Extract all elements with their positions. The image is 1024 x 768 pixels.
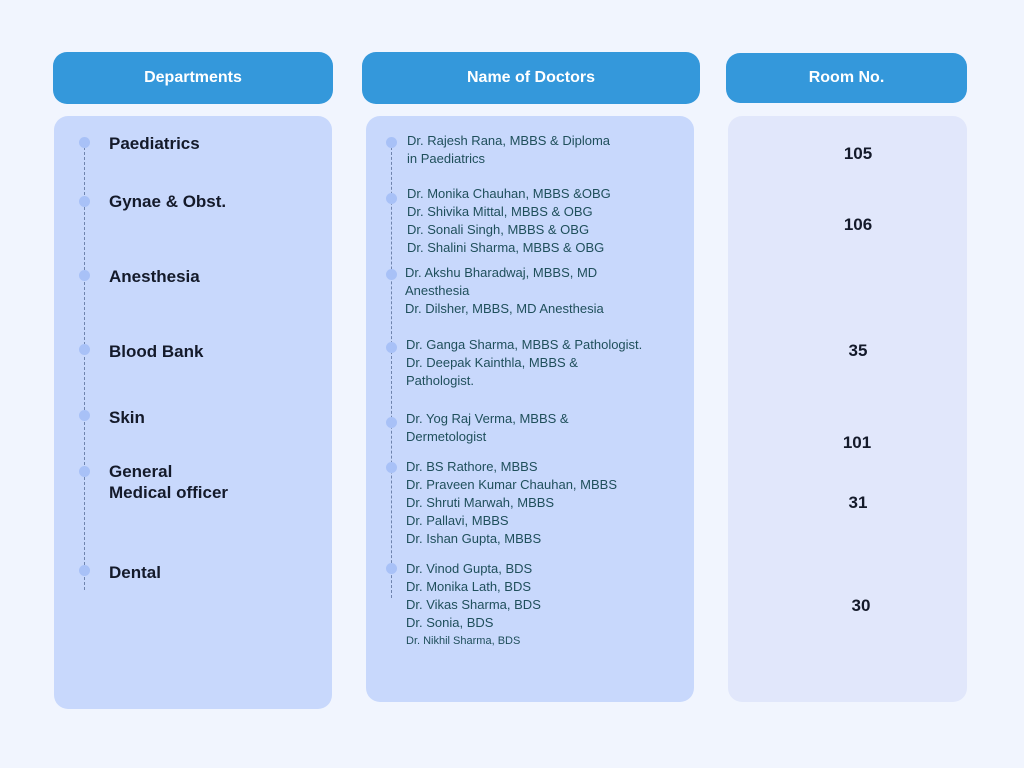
timeline-dot xyxy=(79,410,90,421)
departments-header-label: Departments xyxy=(144,69,242,86)
timeline-dot xyxy=(386,193,397,204)
doctor-line: Dr. Monika Chauhan, MBBS &OBG xyxy=(407,186,611,201)
department-item xyxy=(109,266,200,287)
doctors-timeline xyxy=(391,142,392,598)
doctor-line: Dr. Monika Lath, BDS xyxy=(406,579,531,594)
department-name: Dental xyxy=(109,563,161,582)
doctor-line: Pathologist. xyxy=(406,373,474,388)
department-name: Blood Bank xyxy=(109,342,204,361)
doctor-line: Dr. Pallavi, MBBS xyxy=(406,513,509,528)
doctor-line: Dr. Shruti Marwah, MBBS xyxy=(406,495,555,510)
doctor-line: Dr. Dilsher, MBBS, MD Anesthesia xyxy=(405,301,604,316)
department-item xyxy=(109,191,226,212)
timeline-dot xyxy=(386,137,397,148)
department-item xyxy=(109,562,161,583)
department-name-line2: Medical officer xyxy=(109,483,229,502)
room-number: 101 xyxy=(842,433,872,452)
departments-timeline xyxy=(84,142,85,590)
doctor-line: Dr. Shivika Mittal, MBBS & OBG xyxy=(407,204,593,219)
doctor-group-skin xyxy=(406,410,569,446)
timeline-dot xyxy=(79,344,90,355)
doctor-line: Dr. Deepak Kainthla, MBBS & xyxy=(406,355,578,370)
doctor-line: Dr. BS Rathore, MBBS xyxy=(406,459,538,474)
doctor-group-paediatrics xyxy=(407,132,610,168)
doctor-group-blood-bank xyxy=(406,336,642,390)
doctor-group-gynae xyxy=(407,185,611,257)
timeline-dot xyxy=(386,417,397,428)
doctor-line: Dr. Sonia, BDS xyxy=(406,615,494,630)
doctor-line: Dr. Ishan Gupta, MBBS xyxy=(406,531,542,546)
timeline-dot xyxy=(386,563,397,574)
department-item xyxy=(109,341,203,362)
doctor-line: Dr. Vikas Sharma, BDS xyxy=(406,597,541,612)
department-name: Skin xyxy=(109,408,145,427)
room-header xyxy=(726,53,967,103)
room-number: 105 xyxy=(843,144,873,163)
department-name: Paediatrics xyxy=(109,134,200,153)
timeline-dot xyxy=(79,137,90,148)
doctor-line: Dr. Yog Raj Verma, MBBS & xyxy=(406,411,569,426)
departments-header xyxy=(53,52,333,104)
doctor-group-dental xyxy=(406,560,541,650)
timeline-dot xyxy=(386,342,397,353)
timeline-dot xyxy=(386,269,397,280)
room-header-label: Room No. xyxy=(808,69,885,86)
doctor-line: Dr. Nikhil Sharma, BDS xyxy=(406,635,521,647)
doctor-line: Dr. Sonali Singh, MBBS & OBG xyxy=(407,222,590,237)
doctor-line: Dr. Ganga Sharma, MBBS & Pathologist. xyxy=(406,337,643,352)
room-number: 30 xyxy=(851,596,871,615)
timeline-dot xyxy=(79,466,90,477)
department-name: Gynae & Obst. xyxy=(109,192,227,211)
timeline-dot xyxy=(79,270,90,281)
department-item xyxy=(109,133,200,154)
doctor-line: in Paediatrics xyxy=(407,151,486,166)
department-item xyxy=(109,461,228,503)
doctor-group-anesthesia xyxy=(405,264,604,318)
doctor-line: Dr. Akshu Bharadwaj, MBBS, MD xyxy=(405,265,598,280)
doctor-line: Dr. Praveen Kumar Chauhan, MBBS xyxy=(406,477,617,492)
doctor-line: Anesthesia xyxy=(405,283,470,298)
doctors-header-label: Name of Doctors xyxy=(466,69,596,86)
doctor-group-general xyxy=(406,458,617,548)
doctors-header xyxy=(362,52,700,104)
doctor-line: Dermetologist xyxy=(406,429,487,444)
timeline-dot xyxy=(79,196,90,207)
department-item xyxy=(109,407,145,428)
doctor-line: Dr. Shalini Sharma, MBBS & OBG xyxy=(407,240,605,255)
doctor-line: Dr. Vinod Gupta, BDS xyxy=(406,561,533,576)
room-number: 35 xyxy=(848,341,868,360)
department-name: Anesthesia xyxy=(109,267,200,286)
department-name: General xyxy=(109,462,173,481)
room-number: 31 xyxy=(848,493,868,512)
timeline-dot xyxy=(79,565,90,576)
doctor-line: Dr. Rajesh Rana, MBBS & Diploma xyxy=(407,133,611,148)
timeline-dot xyxy=(386,462,397,473)
room-number: 106 xyxy=(843,215,873,234)
